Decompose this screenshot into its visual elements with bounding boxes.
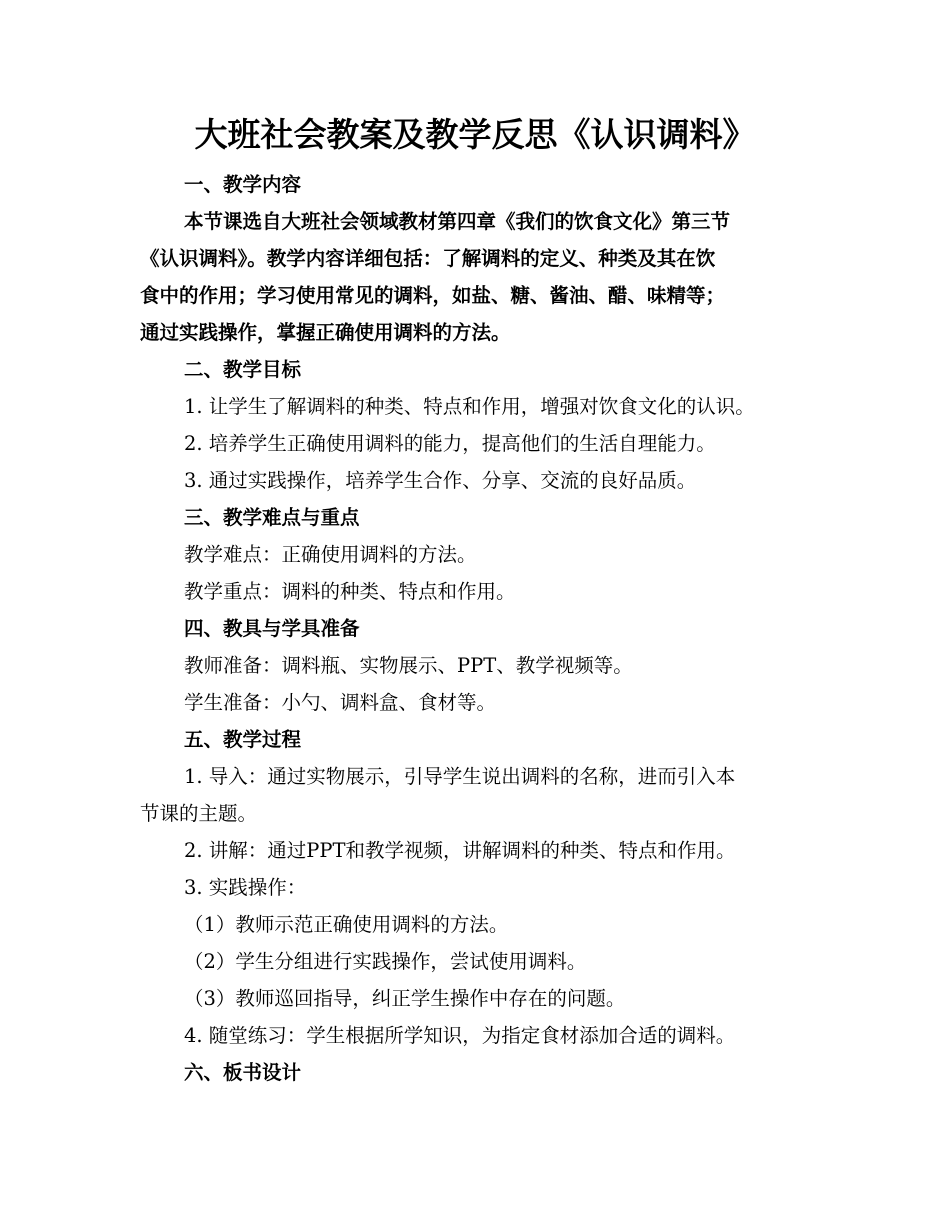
content-paragraph-line: 本节课选自大班社会领域教材第四章《我们的饮食文化》第三节 [184, 210, 731, 233]
content-paragraph-line: 通过实践操作，掌握正确使用调料的方法。 [140, 321, 511, 344]
student-materials-text: 学生准备：小勺、调料盒、食材等。 [184, 691, 497, 714]
content-paragraph-line: 《认识调料》。教学内容详细包括：了解调料的定义、种类及其在饮 [140, 247, 716, 270]
process-substep-line: （1）教师示范正确使用调料的方法。 [184, 913, 509, 936]
objective-item: 3. 通过实践操作，培养学生合作、分享、交流的良好品质。 [184, 469, 697, 492]
section-heading-board-design: 六、板书设计 [184, 1061, 302, 1084]
section-heading-objectives: 二、教学目标 [184, 358, 302, 381]
objective-item: 2. 培养学生正确使用调料的能力，提高他们的生活自理能力。 [184, 432, 716, 455]
process-substep-line: （3）教师巡回指导，纠正学生操作中存在的问题。 [184, 987, 626, 1010]
section-heading-content: 一、教学内容 [184, 173, 302, 196]
key-point-text: 教学重点：调料的种类、特点和作用。 [184, 580, 516, 603]
teacher-materials-text: 教师准备：调料瓶、实物展示、PPT、教学视频等。 [184, 654, 633, 677]
difficulty-text: 教学难点：正确使用调料的方法。 [184, 543, 477, 566]
process-step-line: 1. 导入：通过实物展示，引导学生说出调料的名称，进而引入本 [184, 765, 736, 788]
content-paragraph-line: 食中的作用；学习使用常见的调料，如盐、糖、酱油、醋、味精等； [140, 284, 726, 307]
objective-item: 1. 让学生了解调料的种类、特点和作用，增强对饮食文化的认识。 [184, 395, 755, 418]
document-title: 大班社会教案及教学反思《认识调料》 [194, 115, 756, 154]
process-step-line: 3. 实践操作： [184, 876, 307, 899]
process-step-line: 4. 随堂练习：学生根据所学知识，为指定食材添加合适的调料。 [184, 1024, 736, 1047]
process-step-line: 节课的主题。 [140, 802, 258, 825]
section-heading-process: 五、教学过程 [184, 728, 302, 751]
section-heading-materials: 四、教具与学具准备 [184, 617, 360, 640]
process-step-line: 2. 讲解：通过PPT和教学视频，讲解调料的种类、特点和作用。 [184, 839, 736, 862]
section-heading-difficulty: 三、教学难点与重点 [184, 506, 360, 529]
process-substep-line: （2）学生分组进行实践操作，尝试使用调料。 [184, 950, 587, 973]
